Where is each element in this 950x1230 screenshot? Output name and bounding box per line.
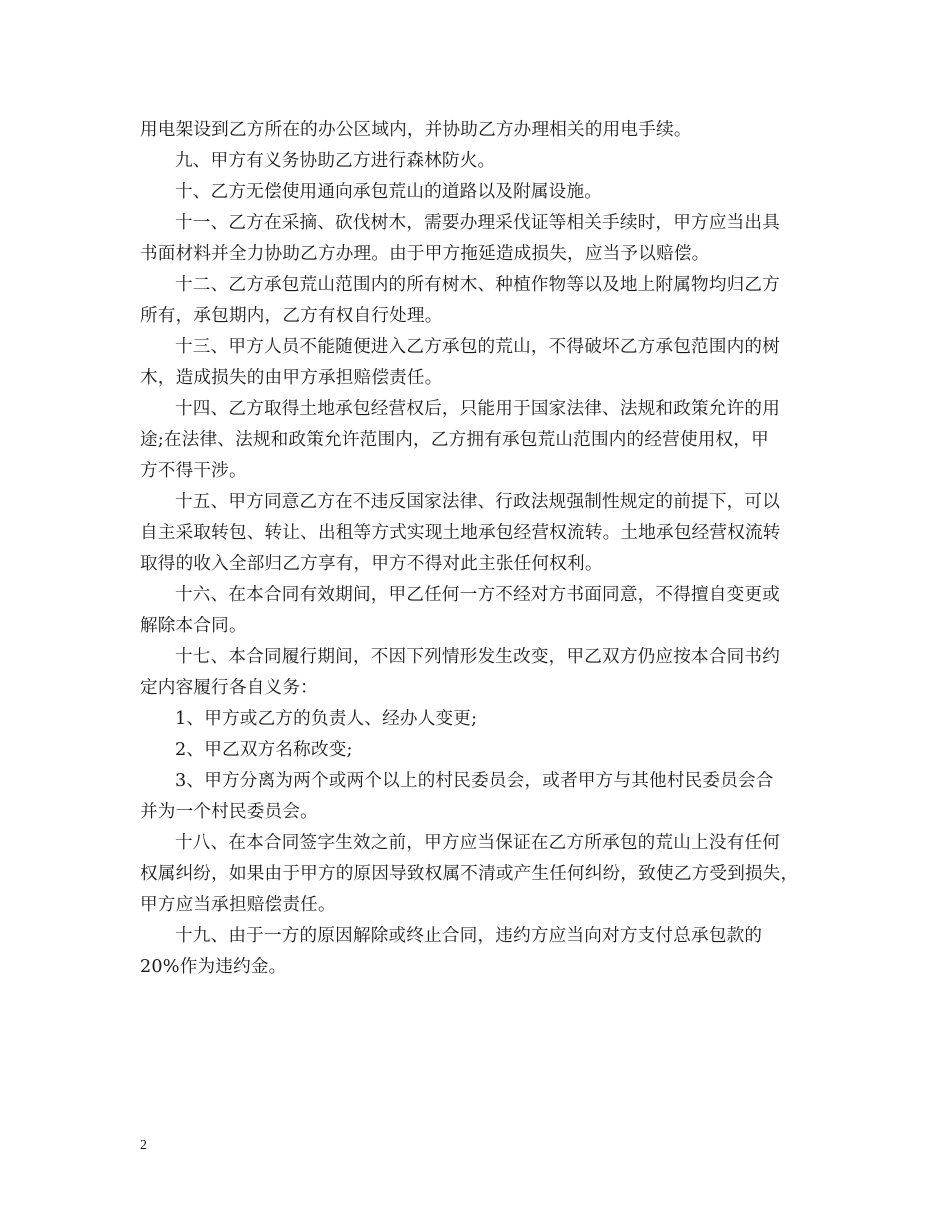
text-line: 十、乙方无偿使用通向承包荒山的道路以及附属设施。 xyxy=(175,182,603,202)
text-line: 自主采取转包、转让、出租等方式实现土地承包经营权流转。土地承包经营权流转 xyxy=(140,523,781,543)
text-line: 3、甲方分离为两个或两个以上的村民委员会，或者甲方与其他村民委员会合 xyxy=(175,771,774,791)
text-line: 十一、乙方在采摘、砍伐树木，需要办理采伐证等相关手续时，甲方应当出具 xyxy=(175,213,780,233)
text-line: 十六、在本合同有效期间，甲乙任何一方不经对方书面同意，不得擅自变更或 xyxy=(175,585,780,605)
text-line: 定内容履行各自义务： xyxy=(140,678,318,698)
text-line: 九、甲方有义务协助乙方进行森林防火。 xyxy=(175,151,496,171)
text-line: 权属纠纷，如果由于甲方的原因导致权属不清或产生任何纠纷，致使乙方受到损失， xyxy=(140,864,799,884)
text-line: 十五、甲方同意乙方在不违反国家法律、行政法规强制性规定的前提下，可以 xyxy=(175,492,780,512)
text-line: 取得的收入全部归乙方享有，甲方不得对此主张任何权利。 xyxy=(140,554,603,574)
text-line: 方不得干涉。 xyxy=(140,461,247,481)
text-line: 十四、乙方取得土地承包经营权后，只能用于国家法律、法规和政策允许的用 xyxy=(175,399,780,419)
text-line: 甲方应当承担赔偿责任。 xyxy=(140,895,336,915)
text-line: 所有，承包期内，乙方有权自行处理。 xyxy=(140,306,443,326)
text-line: 解除本合同。 xyxy=(140,616,247,636)
text-line: 书面材料并全力协助乙方办理。由于甲方拖延造成损失，应当予以赔偿。 xyxy=(140,244,710,264)
text-line: 20%作为违约金。 xyxy=(140,957,287,977)
text-line: 2、甲乙双方名称改变; xyxy=(175,740,353,760)
text-line: 十七、本合同履行期间，不因下列情形发生改变，甲乙双方仍应按本合同书约 xyxy=(175,647,780,667)
text-line: 十三、甲方人员不能随便进入乙方承包的荒山，不得破坏乙方承包范围内的树 xyxy=(175,337,780,357)
text-line: 十八、在本合同签字生效之前，甲方应当保证在乙方所承包的荒山上没有任何 xyxy=(175,833,780,853)
document-body xyxy=(140,115,810,983)
text-line: 用电架设到乙方所在的办公区域内，并协助乙方办理相关的用电手续。 xyxy=(140,120,692,140)
page-number: 2 xyxy=(140,1138,147,1153)
text-line: 1、甲方或乙方的负责人、经办人变更; xyxy=(175,709,478,729)
text-line: 木，造成损失的由甲方承担赔偿责任。 xyxy=(140,368,443,388)
text-line: 并为一个村民委员会。 xyxy=(140,802,318,822)
text-line: 十二、乙方承包荒山范围内的所有树木、种植作物等以及地上附属物均归乙方 xyxy=(175,275,780,295)
text-line: 途;在法律、法规和政策允许范围内，乙方拥有承包荒山范围内的经营使用权，甲 xyxy=(140,430,769,450)
text-line: 十九、由于一方的原因解除或终止合同，违约方应当向对方支付总承包款的 xyxy=(175,926,763,946)
